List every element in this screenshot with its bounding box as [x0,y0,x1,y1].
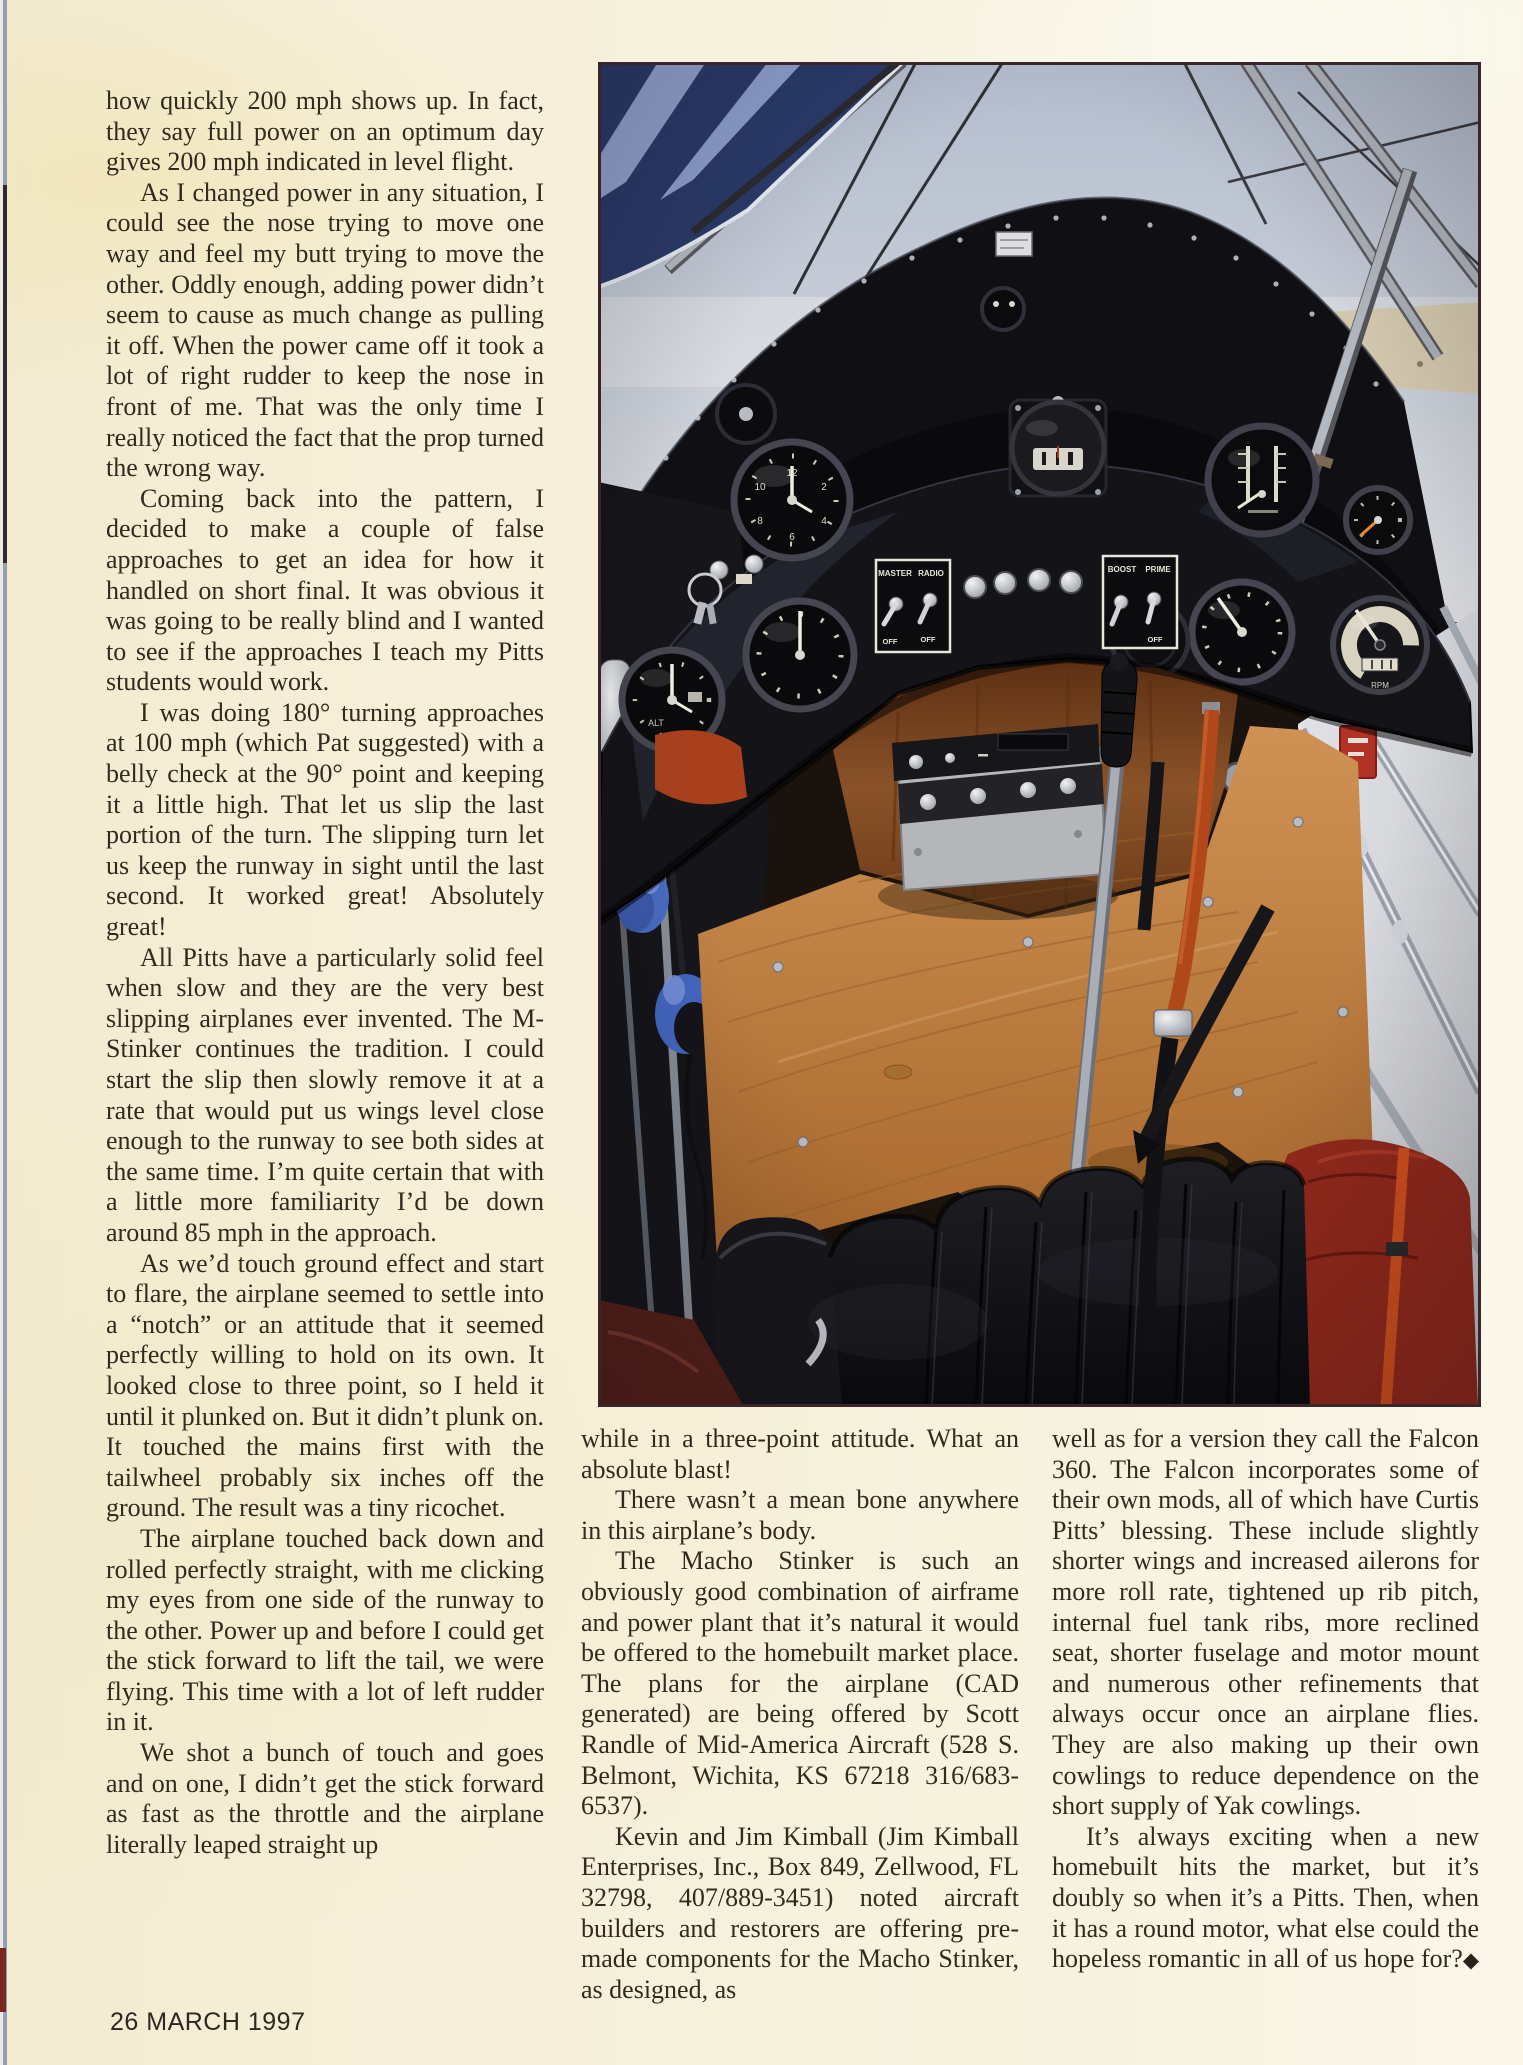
paragraph: The Macho Stinker is such an obviously good combination of airframe and power plant that it’s natural it would be offered to the homebuilt market place. The plans for the airplane (CAD generated) are being offered by Scott Randle of Mid-America Aircraft (528 S. Belmont, Wichita, KS 67218 316/683-6537). [581,1546,1019,1821]
article-end-mark: ◆ [1462,1947,1479,1972]
paragraph: Coming back into the pattern, I decided to make a couple of false approaches to get an idea for how it handled on short final. It was obvious it was going to be really blind and I wanted to see if the approaches I teach my Pitts students would work. [106,483,544,697]
paragraph: how quickly 200 mph shows up. In fact, they say full power on an optimum day gives 200 mph indicated in level flight. [106,86,544,177]
page-edge-dark-mark [3,185,7,563]
article-column-3 [1052,1424,1479,1975]
article-column-2 [581,1424,1019,2005]
paragraph: We shot a bunch of touch and goes and on one, I didn’t get the stick forward as fast as the throttle and the airplane literally leaped straight up [106,1738,544,1859]
paragraph: I was doing 180° turning approaches at 100 mph (which Pat suggested) with a belly check at the 90° point and keeping it a little high. That let us slip the last portion of the turn. The slipping turn let us keep the runway in sight until the last second. It worked great! Absolutely great! [106,697,544,942]
paragraph: while in a three-point attitude. What an absolute blast! [581,1424,1019,1484]
paragraph: The airplane touched back down and rolled perfectly straight, with me clicking my eyes from one side of the runway to the other. Power up and before I could get the stick forward to lift the tail, we were flying. This time with a lot of left rudder in it. [106,1523,544,1737]
paragraph: It’s always exciting when a new homebuilt hits the market, but it’s doubly so when it’s a Pitts. Then, when it has a round motor, what else could the hopeless romantic in all of us hope for? [1052,1821,1479,1974]
paragraph: Kevin and Jim Kimball (Jim Kimball Enterprises, Inc., Box 849, Zellwood, FL 32798, 407/889-3451) noted aircraft builders and restorers are offering pre-made components for the Macho Stinker, as designed, as [581,1821,1019,2004]
cockpit-photo [598,62,1481,1407]
article-column-1 [106,86,544,1860]
paragraph: well as for a version they call the Falcon 360. The Falcon incorporates some of their own mods, all of which have Curtis Pitts’ blessing. These include slightly shorter wings and increased ailerons for more roll rate, tightened up rib pitch, internal fuel tank ribs, more reclined seat, shorter fuselage and motor mount and numerous other refinements that always occur once an airplane flies. They are also making up their own cowlings to reduce dependence on the short supply of Yak cowlings. [1052,1424,1479,1821]
paragraph: As we’d touch ground effect and start to flare, the airplane seemed to settle into a “notch” or an attitude that it seemed perfectly willing to hold on its own. It looked close to three point, so I held it until it plunked on. But it didn’t plunk on. It touched the mains first with the tailwheel probably six inches off the ground. The result was a tiny ricochet. [106,1248,544,1523]
page-edge-red-mark [0,1948,6,2012]
paragraph: All Pitts have a particularly solid feel when slow and they are the very best slipping airplanes ever invented. The M-Stinker continues the tradition. I could start the slip then slowly remove it at a rate that would put us wings level close enough to the runway to see both sides at the same time. I’m quite certain that with a little more familiarity I’d be down around 85 mph in the approach. [106,942,544,1247]
page-footer: 26 MARCH 1997 [110,2008,306,2036]
paragraph: There wasn’t a mean bone anywhere in this airplane’s body. [581,1485,1019,1545]
paragraph: As I changed power in any situation, I could see the nose trying to move one way and feel my butt trying to move the other. Oddly enough, adding power didn’t seem to cause as much change as pulling it off. When the power came off it took a lot of right rudder to keep the nose in front of me. That was the only time I really noticed the fact that the prop turned the wrong way. [106,177,544,483]
cockpit-photo-illustration [598,62,1481,1407]
photo-vignette [598,62,1481,1407]
